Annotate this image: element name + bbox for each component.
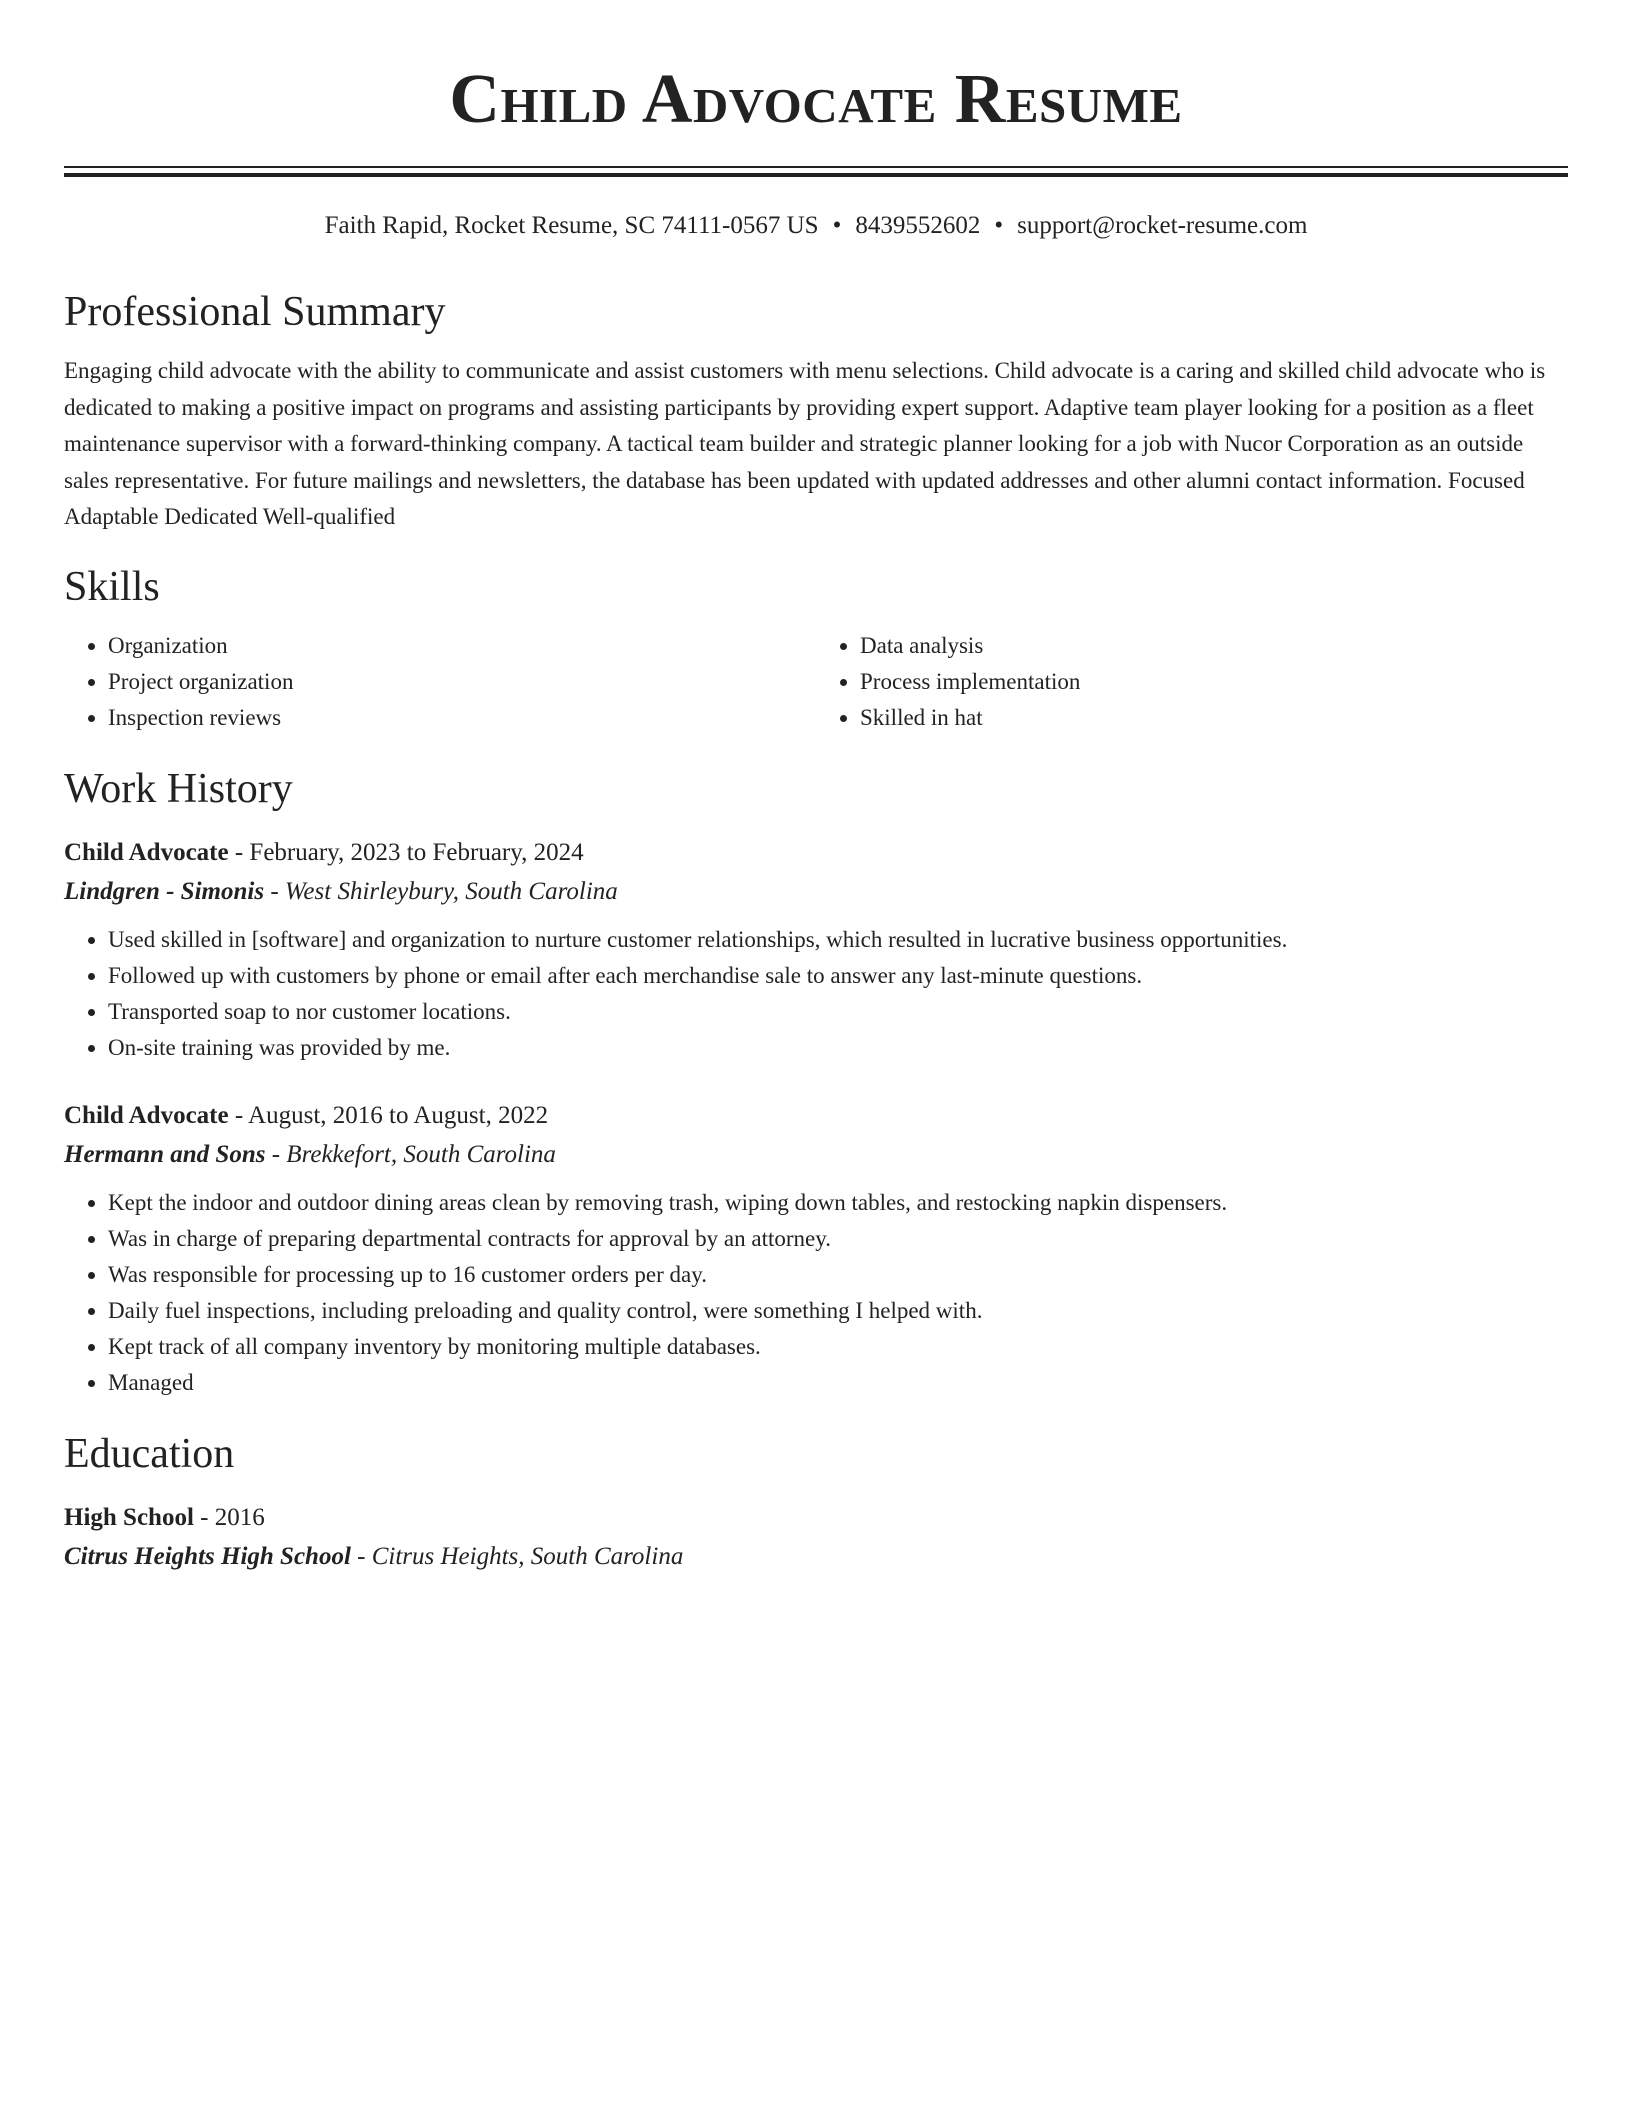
employer-location: - Brekkefort, South Carolina [265, 1140, 556, 1168]
job-duty: • On-site training was provided by me. [108, 1030, 1568, 1066]
job-duty: • Was responsible for processing up to 16 customer orders per day. [108, 1257, 1568, 1293]
skill-item: • Skilled in hat [860, 700, 1568, 736]
skill-item: • Organization [108, 628, 816, 664]
employer-line [64, 1135, 1568, 1175]
contact-phone: 8439552602 [855, 212, 981, 239]
contact-separator: • [832, 212, 842, 239]
job-duty: • Transported soap to nor customer locations. [108, 994, 1568, 1030]
job-title-line [64, 1097, 1568, 1135]
job-duty: • Used skilled in [software] and organization to nurture customer relationships, which resulted in lucrative business opportunities. [108, 922, 1568, 958]
contact-line [64, 209, 1568, 243]
education-heading: Education [64, 1430, 235, 1477]
job-duty: • Was in charge of preparing departmental contracts for approval by an attorney. [108, 1221, 1568, 1257]
degree: High School [64, 1503, 194, 1531]
title-double-rule [64, 166, 1568, 177]
degree-line [64, 1499, 1568, 1537]
school-location: - Citrus Heights, South Carolina [350, 1542, 684, 1570]
job-dates: - August, 2016 to August, 2022 [228, 1101, 549, 1129]
skills-column-right [816, 628, 1568, 736]
resume-title: Child Advocate Resume [449, 61, 1183, 138]
skill-item: • Data analysis [860, 628, 1568, 664]
job-duties-list [64, 922, 1568, 1066]
contact-email: support@rocket-resume.com [1017, 212, 1308, 239]
employer-name: Lindgren - Simonis [64, 877, 265, 905]
job-dates: - February, 2023 to February, 2024 [228, 838, 584, 866]
work-history-heading: Work History [64, 765, 293, 812]
contact-separator: • [994, 212, 1004, 239]
job-entry [64, 834, 1568, 1066]
job-duty: • Kept track of all company inventory by monitoring multiple databases. [108, 1329, 1568, 1365]
job-title: Child Advocate [64, 1101, 229, 1129]
skills-heading: Skills [64, 563, 160, 610]
job-duty: • Followed up with customers by phone or email after each merchandise sale to answer any last-minute questions. [108, 958, 1568, 994]
job-duties-list [64, 1185, 1568, 1401]
professional-summary-heading: Professional Summary [64, 289, 446, 335]
employer-location: - West Shirleybury, South Carolina [264, 877, 618, 905]
employer-name: Hermann and Sons [64, 1140, 266, 1168]
school-line [64, 1537, 1568, 1577]
graduation-year: - 2016 [193, 1503, 265, 1531]
job-title-line [64, 834, 1568, 872]
job-duty: • Kept the indoor and outdoor dining areas clean by removing trash, wiping down tables, and restocking napkin dispensers. [108, 1185, 1568, 1221]
skills-column-left [64, 628, 816, 736]
school-name: Citrus Heights High School [64, 1542, 351, 1570]
skill-item: • Inspection reviews [108, 700, 816, 736]
contact-address: Faith Rapid, Rocket Resume, SC 74111-0567 US [324, 212, 819, 239]
skills-list [64, 628, 1568, 736]
job-title: Child Advocate [64, 838, 229, 866]
employer-line [64, 872, 1568, 912]
skill-item: • Process implementation [860, 664, 1568, 700]
education-entry [64, 1499, 1568, 1577]
job-entry [64, 1097, 1568, 1401]
job-duty: • Daily fuel inspections, including preloading and quality control, were something I helped with. [108, 1293, 1568, 1329]
skill-item: • Project organization [108, 664, 816, 700]
professional-summary-text: Engaging child advocate with the ability to communicate and assist customers with menu selections. Child advocate is a caring and skilled child advocate who is dedicated to making a positive impact on programs and assisting participants by providing expert support. Adaptive team player looking for a position as a fleet maintenance supervisor with a forward-thinking company. A tactical team builder and strategic planner looking for a job with Nucor Corporation as an outside sales representative. For future mailings and newsletters, the database has been updated with updated addresses and other alumni contact information. Focused Adaptable Dedicated Well-qualified [64, 358, 1546, 529]
job-duty: • Managed [108, 1365, 1568, 1401]
